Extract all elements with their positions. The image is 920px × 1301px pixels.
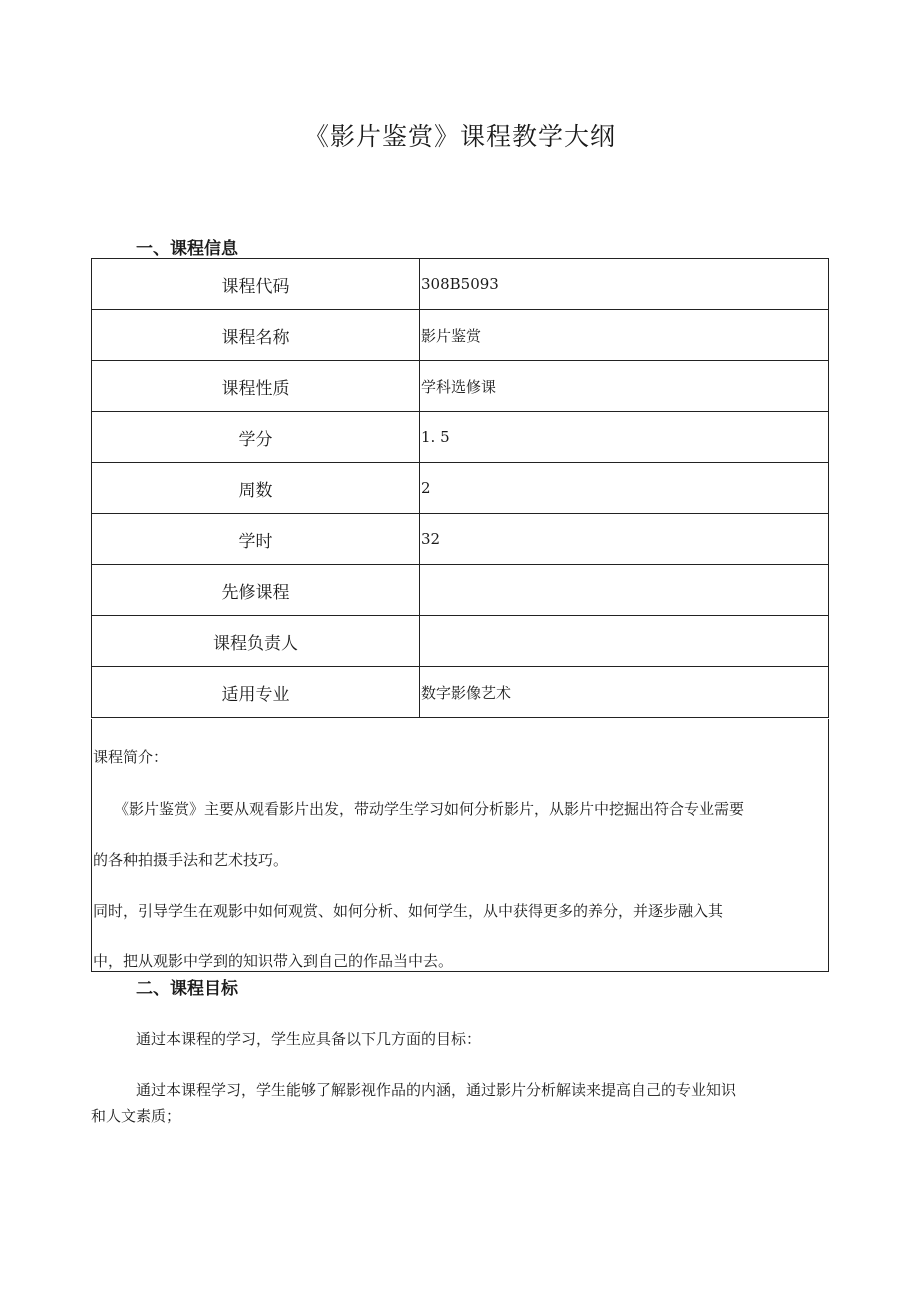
table-row — [92, 667, 829, 718]
applicable-major-label: 适用专业 — [92, 667, 420, 718]
applicable-major-value: 数字影像艺术 — [420, 667, 829, 718]
weeks-label: 周数 — [92, 463, 420, 514]
table-row — [92, 361, 829, 412]
table-row — [92, 259, 829, 310]
prerequisite-value — [420, 565, 829, 616]
document-title: 《影片鉴赏》课程教学大纲 — [303, 122, 616, 151]
prerequisite-label: 先修课程 — [92, 565, 420, 616]
section-heading-course-goals: 二、课程目标 — [136, 979, 238, 999]
course-type-value: 学科选修课 — [420, 361, 829, 412]
table-row — [92, 463, 829, 514]
course-code-label: 课程代码 — [92, 259, 420, 310]
course-intro-line: 同时，引导学生在观影中如何观赏、如何分析、如何学生，从中获得更多的养分，并逐步融入其 — [93, 902, 724, 920]
weeks-value: 2 — [420, 463, 829, 514]
course-intro-line: 《影片鉴赏》主要从观看影片出发，带动学生学习如何分析影片，从影片中挖掘出符合专业需要 — [114, 800, 745, 818]
credits-value: 1. 5 — [420, 412, 829, 463]
course-intro-label: 课程简介： — [93, 748, 169, 766]
table-row — [92, 514, 829, 565]
section-heading-course-info: 一、课程信息 — [136, 239, 238, 259]
course-code-value: 308B5093 — [420, 259, 829, 310]
table-row — [92, 310, 829, 361]
course-name-label: 课程名称 — [92, 310, 420, 361]
hours-value: 32 — [420, 514, 829, 565]
course-intro-line: 的各种拍摄手法和艺术技巧。 — [93, 851, 289, 869]
course-intro-box — [91, 719, 829, 972]
course-name-value: 影片鉴赏 — [420, 310, 829, 361]
course-intro-line: 中，把从观影中学到的知识带入到自己的作品当中去。 — [93, 952, 454, 970]
course-goal-paragraph: 通过本课程学习，学生能够了解影视作品的内涵，通过影片分析解读来提高自己的专业知识 — [136, 1081, 737, 1099]
table-row — [92, 616, 829, 667]
table-row — [92, 412, 829, 463]
course-goal-paragraph: 和人文素质； — [91, 1107, 182, 1125]
course-goal-paragraph: 通过本课程的学习，学生应具备以下几方面的目标： — [136, 1030, 482, 1048]
credits-label: 学分 — [92, 412, 420, 463]
hours-label: 学时 — [92, 514, 420, 565]
table-row — [92, 565, 829, 616]
course-lead-value — [420, 616, 829, 667]
course-type-label: 课程性质 — [92, 361, 420, 412]
course-lead-label: 课程负责人 — [92, 616, 420, 667]
course-info-table — [91, 258, 829, 718]
